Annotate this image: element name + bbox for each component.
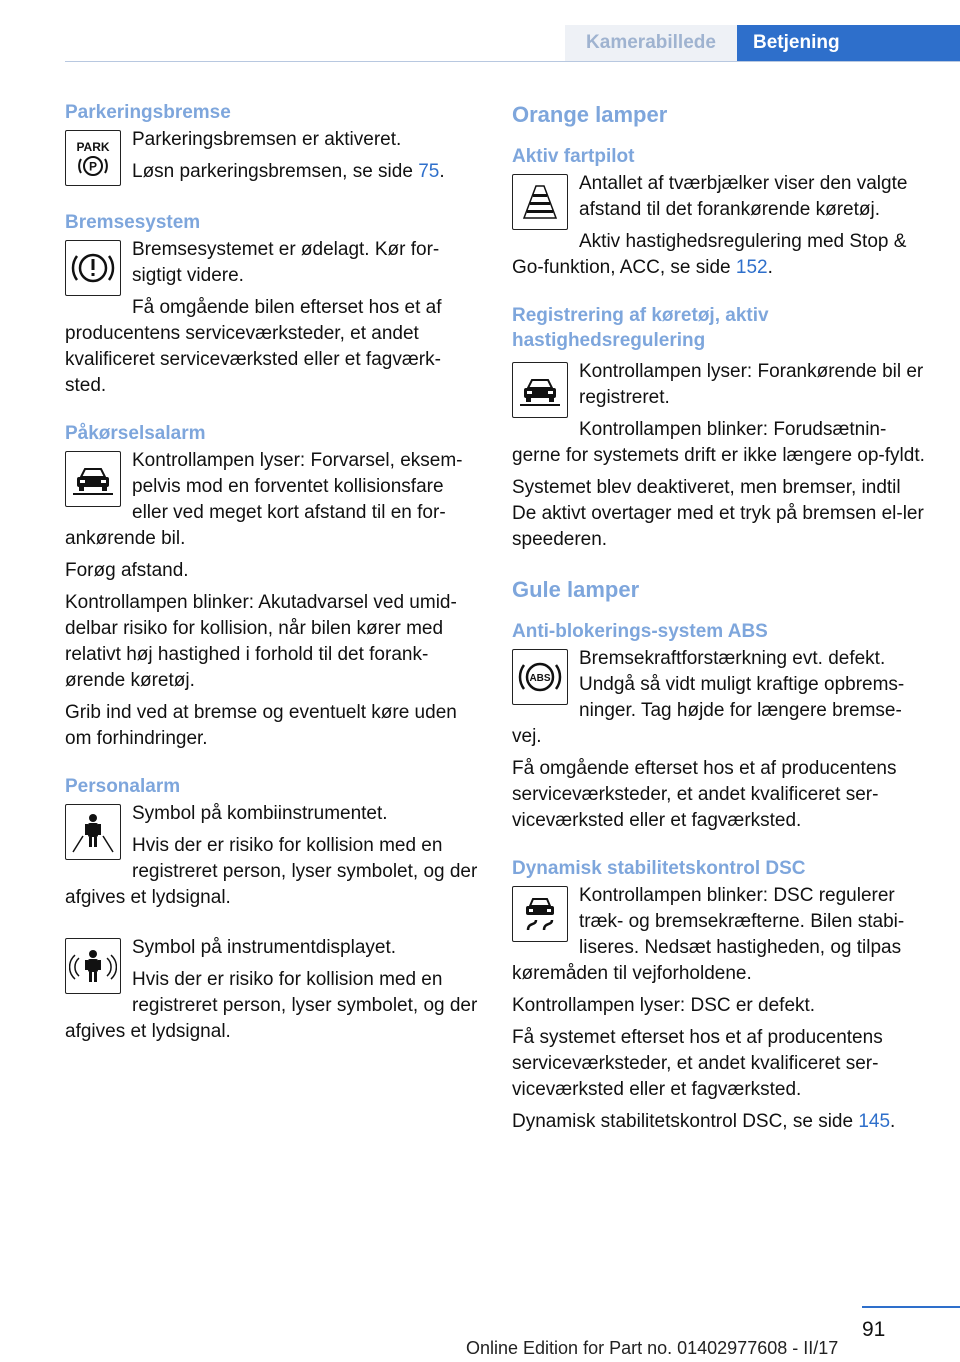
tab-betjening[interactable]: Betjening (737, 25, 960, 61)
car-front-icon (65, 451, 121, 507)
distance-bars-icon (512, 174, 568, 230)
dsc-skid-icon (512, 886, 568, 942)
page-number: 91 (862, 1318, 886, 1341)
section-title: Dynamisk stabilitetskontrol DSC (512, 858, 806, 879)
tab-kamerabillede[interactable]: Kamerabillede (565, 25, 737, 61)
section-title: Parkeringsbremse (65, 102, 231, 123)
text: Kontrollampen lyser: Forvarsel, eksem-pelvis mod en forventet kollisionsfare eller ved meget kort afstand til en for-ankørende bil. (65, 450, 463, 549)
entry-personalarm-2 (65, 933, 481, 1045)
section-title: Personalarm (65, 776, 181, 797)
text: Systemet blev deaktiveret, men bremser, indtil De aktivt overtager med et tryk på bremsen el-ler speederen. (512, 477, 924, 550)
text: Bremsesystemet er ødelagt. Kør for-sigtigt videre. (132, 239, 440, 286)
left-column (65, 100, 481, 1045)
section-title: Aktiv fartpilot (512, 146, 635, 167)
text: Symbol på instrumentdisplayet. (132, 937, 397, 958)
brake-warning-icon (65, 240, 121, 296)
text: Kontrollampen lyser: DSC er defekt. (512, 995, 816, 1016)
text: Dynamisk stabilitetskontrol DSC, se side 145. (512, 1111, 896, 1132)
right-column (512, 100, 930, 1135)
text: Få systemet efterset hos et af producentens serviceværksteder, et andet kvalificeret ser-viceværksted eller et fagværksted. (512, 1027, 883, 1100)
abs-icon (512, 649, 568, 705)
text: Bremsekraftforstærkning evt. defekt. Undgå så vidt muligt kraftige opbrems-ninger. Tag højde for længere bremse-vej. (512, 648, 905, 747)
text: Kontrollampen blinker: DSC regulerer træk- og bremsekræfterne. Bilen stabi-liseres. Nedsæt hastigheden, og tilpas køremåden til vejforholdene. (512, 885, 905, 984)
heading-gule-lamper: Gule lamper (512, 577, 640, 602)
text: Grib ind ved at bremse og eventuelt køre uden om forhindringer. (65, 702, 457, 749)
text: Kontrollampen blinker: Akutadvarsel ved umid-delbar risiko for kollision, når bilen kører med relativt høj hastighed i forhold til det forank-ørende køretøj. (65, 592, 457, 691)
text: Få omgående efterset hos et af producentens serviceværksteder, et andet kvalificeret ser-viceværksted eller et fagværksted. (512, 758, 897, 831)
entry-personalarm-1 (65, 799, 481, 911)
text: Kontrollampen blinker: Forudsætnin-gerne for systemets drift er ikke længere op-fyldt. (512, 419, 925, 466)
text: Symbol på kombiinstrumentet. (132, 803, 388, 824)
text: Parkeringsbremsen er aktiveret. (132, 129, 402, 150)
section-title: Registrering af køretøj, aktiv hastighedsregulering (512, 305, 769, 351)
park-brake-icon (65, 130, 121, 186)
text: Hvis der er risiko for kollision med en registreret person, lyser symbolet, og der afgives et lydsignal. (65, 835, 478, 908)
car-detected-icon (512, 362, 568, 418)
section-title: Bremsesystem (65, 212, 201, 233)
svg-text:P: P (88, 159, 98, 174)
text: Løsn parkeringsbremsen, se side 75. (132, 161, 445, 182)
entry-paakoerselsalarm (65, 446, 481, 552)
entry-aktiv-fartpilot (512, 169, 930, 281)
page-link-75[interactable]: 75 (418, 161, 440, 182)
text: Aktiv hastighedsregulering med Stop & Go-funktion, ACC, se side 152. (512, 231, 907, 278)
page-link-145[interactable]: 145 (858, 1111, 891, 1132)
entry-parkeringsbremse (65, 125, 481, 188)
text: Antallet af tværbjælker viser den valgte afstand til det forankørende køretøj. (579, 173, 908, 220)
svg-text:ABS: ABS (529, 673, 551, 684)
entry-abs (512, 644, 930, 750)
header-divider (65, 61, 960, 62)
entry-dsc (512, 881, 930, 987)
section-title: Påkørselsalarm (65, 423, 206, 444)
section-title: Anti-blokerings-system ABS (512, 621, 768, 642)
heading-orange-lamper: Orange lamper (512, 102, 668, 127)
pedestrian-icon (65, 804, 121, 860)
text: Hvis der er risiko for kollision med en registreret person, lyser symbolet, og der afgives et lydsignal. (65, 969, 478, 1042)
entry-bremsesystem (65, 235, 481, 399)
footer-edition: Online Edition for Part no. 01402977608 - II/17 (466, 1338, 839, 1358)
page-link-152[interactable]: 152 (735, 257, 768, 278)
page-number-rule (862, 1306, 960, 1308)
pedestrian-sound-icon (65, 938, 121, 994)
text: Få omgående bilen efterset hos et af producentens serviceværksteder, et andet kvalificeret serviceværksted eller et fagværk-sted. (65, 297, 442, 396)
text: Forøg afstand. (65, 560, 189, 581)
svg-text:PARK: PARK (76, 140, 110, 154)
entry-registrering (512, 357, 930, 469)
text: Kontrollampen lyser: Forankørende bil er registreret. (579, 361, 924, 408)
